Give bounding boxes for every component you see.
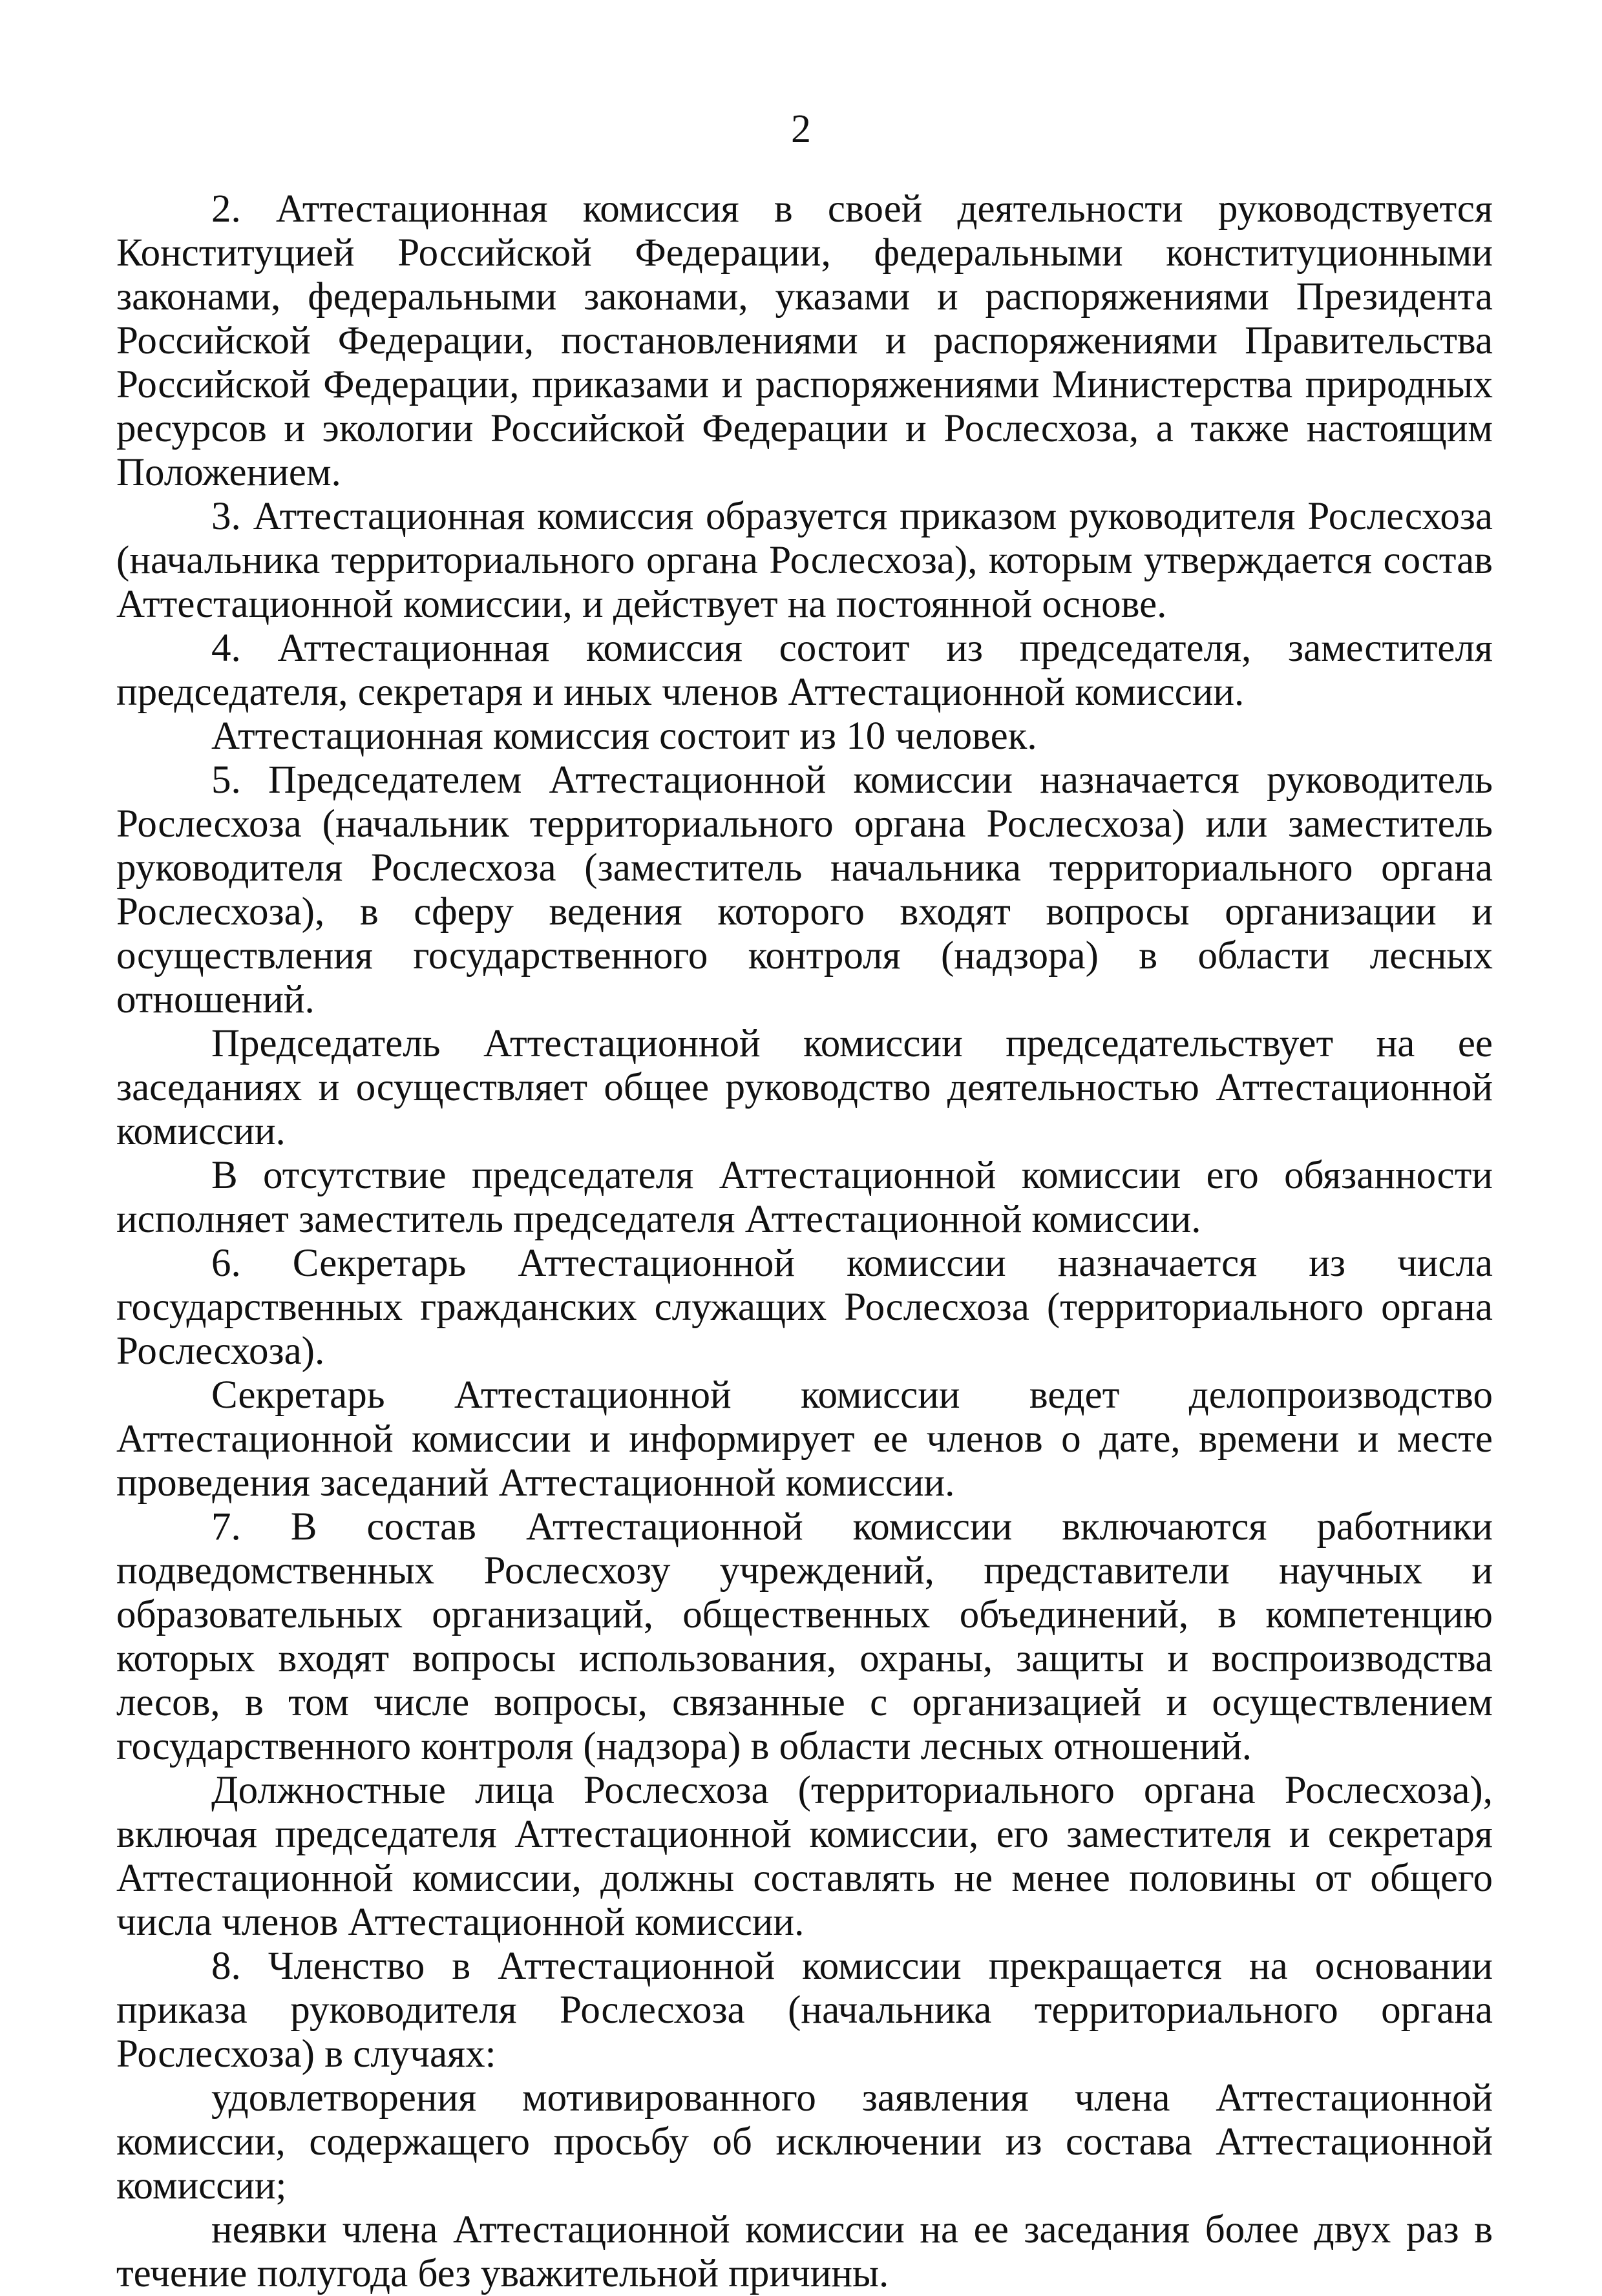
paragraph-5-chair-duties: Председатель Аттестационной комиссии председательствует на ее заседаниях и осуществляет общее руководство деятельностью Аттестационной комиссии.	[116, 1022, 1493, 1153]
paragraph-8: 8. Членство в Аттестационной комиссии прекращается на основании приказа руководителя Рослесхоза (начальника территориального органа Рослесхоза) в случаях:	[116, 1945, 1493, 2076]
paragraph-8-case-2: неявки члена Аттестационной комиссии на ее заседания более двух раз в течение полугода без уважительной причины.	[116, 2208, 1493, 2295]
paragraph-2: 2. Аттестационная комиссия в своей деятельности руководствуется Конституцией Российской Федерации, федеральными конституционными законами, федеральными законами, указами и распоряжениями Президента Российской Федерации, постановлениями и распоряжениями Правительства Российской Федерации, приказами и распоряжениями Министерства природных ресурсов и экологии Российской Федерации и Рослесхоза, а также настоящим Положением.	[116, 187, 1493, 494]
paragraph-6: 6. Секретарь Аттестационной комиссии назначается из числа государственных гражданских служащих Рослесхоза (территориального органа Рослесхоза).	[116, 1242, 1493, 1373]
paragraph-5-absence: В отсутствие председателя Аттестационной комиссии его обязанности исполняет заместитель председателя Аттестационной комиссии.	[116, 1154, 1493, 1241]
paragraph-4: 4. Аттестационная комиссия состоит из председателя, заместителя председателя, секретаря и иных членов Аттестационной комиссии.	[116, 627, 1493, 714]
paragraph-8-case-1: удовлетворения мотивированного заявления члена Аттестационной комиссии, содержащего просьбу об исключении из состава Аттестационной комиссии;	[116, 2076, 1493, 2207]
paragraph-5: 5. Председателем Аттестационной комиссии назначается руководитель Рослесхоза (начальник территориального органа Рослесхоза) или заместитель руководителя Рослесхоза (заместитель начальника территориального органа Рослесхоза), в сферу ведения которого входят вопросы организации и осуществления государственного контроля (надзора) в области лесных отношений.	[116, 758, 1493, 1021]
paragraph-3: 3. Аттестационная комиссия образуется приказом руководителя Рослесхоза (начальника территориального органа Рослесхоза), которым утверждается состав Аттестационной комиссии, и действует на постоянной основе.	[116, 495, 1493, 626]
document-body	[116, 187, 1493, 2296]
paragraph-6-secretary-duties: Секретарь Аттестационной комиссии ведет делопроизводство Аттестационной комиссии и информирует ее членов о дате, времени и месте проведения заседаний Аттестационной комиссии.	[116, 1373, 1493, 1505]
paragraph-7: 7. В состав Аттестационной комиссии включаются работники подведомственных Рослесхозу учреждений, представители научных и образовательных организаций, общественных объединений, в компетенцию которых входят вопросы использования, охраны, защиты и воспроизводства лесов, в том числе вопросы, связанные с организацией и осуществлением государственного контроля (надзора) в области лесных отношений.	[116, 1505, 1493, 1768]
page-number: 2	[791, 107, 811, 151]
paragraph-4-composition: Аттестационная комиссия состоит из 10 человек.	[211, 715, 1037, 758]
paragraph-7-officials: Должностные лица Рослесхоза (территориального органа Рослесхоза), включая председателя Аттестационной комиссии, его заместителя и секретаря Аттестационной комиссии, должны составлять не менее половины от общего числа членов Аттестационной комиссии.	[116, 1769, 1493, 1944]
